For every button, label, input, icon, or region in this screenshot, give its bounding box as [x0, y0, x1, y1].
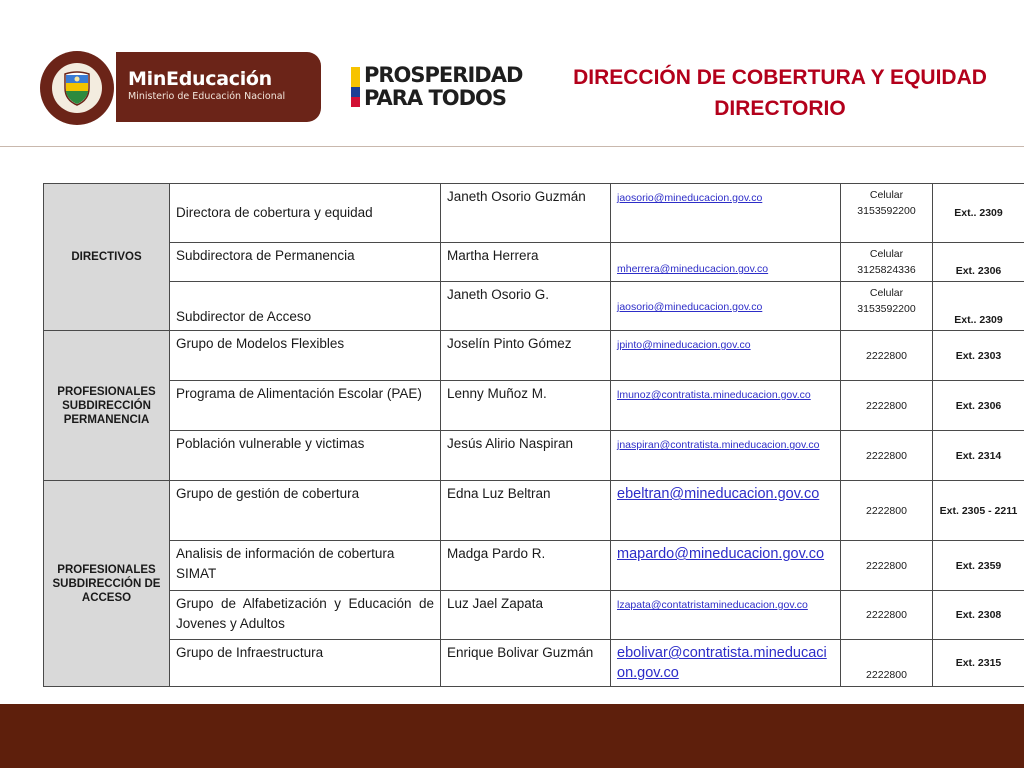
role-cell: Programa de Alimentación Escolar (PAE) [170, 381, 441, 431]
phone-number: 3153592200 [857, 303, 916, 315]
email-cell [611, 591, 841, 640]
table-row [44, 541, 1024, 591]
name-cell: Edna Luz Beltran [441, 481, 611, 541]
phone-number: 3125824336 [857, 264, 916, 276]
email-link[interactable]: mapardo@mineducacion.gov.co [617, 546, 825, 562]
table-row [44, 282, 1024, 331]
table-row [44, 431, 1024, 481]
title-line2: DIRECTORIO [714, 97, 846, 120]
ext-cell: Ext. 2303 [933, 331, 1024, 381]
role-cell: Subdirectora de Permanencia [170, 243, 441, 282]
ext-cell: Ext. 2359 [933, 541, 1024, 591]
table-row [44, 591, 1024, 640]
slide-header [0, 0, 1024, 147]
footer-bar [0, 704, 1024, 768]
email-link[interactable]: jpinto@mineducacion.gov.co [617, 339, 751, 351]
table-row [44, 640, 1024, 687]
ext-cell: Ext. 2315 [933, 640, 1024, 687]
name-cell: Janeth Osorio Guzmán [441, 184, 611, 243]
table-row [44, 243, 1024, 282]
directory-table [43, 183, 1024, 687]
phone-label: Celular [869, 287, 904, 299]
page-title [540, 62, 1020, 124]
email-cell [611, 431, 841, 481]
email-cell [611, 381, 841, 431]
name-cell: Madga Pardo R. [441, 541, 611, 591]
email-cell [611, 541, 841, 591]
phone-cell: 2222800 [841, 591, 933, 640]
name-cell: Lenny Muñoz M. [441, 381, 611, 431]
name-cell: Enrique Bolivar Guzmán [441, 640, 611, 687]
email-link[interactable]: jnaspiran@contratista.mineducacion.gov.co [617, 439, 820, 451]
phone-label: Celular [869, 189, 904, 201]
table-row [44, 381, 1024, 431]
name-cell: Martha Herrera [441, 243, 611, 282]
role-cell: Directora de cobertura y equidad [170, 184, 441, 243]
table-row [44, 331, 1024, 381]
phone-cell: 2222800 [841, 541, 933, 591]
phone-label: Celular [869, 248, 904, 260]
brand-subtitle: Ministerio de Educación Nacional [128, 91, 286, 102]
colombia-seal-logo [40, 51, 114, 125]
mineducacion-logo [116, 52, 321, 122]
email-link[interactable]: lzapata@contatristamineducacion.gov.co [617, 599, 808, 611]
phone-cell [841, 282, 933, 331]
brand-name: MinEducación [128, 68, 272, 90]
phone-cell [841, 184, 933, 243]
phone-cell: 2222800 [841, 431, 933, 481]
name-cell: Jesús Alirio Naspiran [441, 431, 611, 481]
email-cell [611, 481, 841, 541]
header-divider [0, 146, 1024, 147]
ext-cell: Ext.. 2309 [933, 282, 1024, 331]
ext-cell: Ext. 2314 [933, 431, 1024, 481]
ext-cell: Ext. 2308 [933, 591, 1024, 640]
role-cell: Grupo de Infraestructura [170, 640, 441, 687]
name-cell: Joselín Pinto Gómez [441, 331, 611, 381]
role-cell: Analisis de información de cobertura SIMAT [170, 541, 441, 591]
role-cell: Grupo de gestión de cobertura [170, 481, 441, 541]
group-directivos: DIRECTIVOS [44, 184, 170, 331]
email-cell [611, 640, 841, 687]
colombia-flag-icon [351, 67, 360, 107]
ext-cell: Ext. 2306 [933, 381, 1024, 431]
table-row [44, 184, 1024, 243]
phone-cell: 2222800 [841, 640, 933, 687]
phone-cell: 2222800 [841, 481, 933, 541]
phone-cell: 2222800 [841, 331, 933, 381]
prosperidad-line2: PARA TODOS [364, 86, 507, 110]
ext-cell: Ext. 2306 [933, 243, 1024, 282]
email-link[interactable]: ebolivar@contratista.mineducacion.gov.co [617, 645, 827, 681]
email-link[interactable]: jaosorio@mineducacion.gov.co [617, 301, 763, 313]
email-link[interactable]: jaosorio@mineducacion.gov.co [617, 192, 763, 204]
role-cell: Subdirector de Acceso [170, 282, 441, 331]
group-acceso: PROFESIONALES SUBDIRECCIÓN DE ACCESO [44, 481, 170, 687]
email-cell [611, 184, 841, 243]
ext-cell: Ext. 2305 - 2211 [933, 481, 1024, 541]
coat-of-arms-icon [57, 68, 97, 108]
group-permanencia: PROFESIONALES SUBDIRECCIÓN PERMANENCIA [44, 331, 170, 481]
prosperidad-line1: PROSPERIDAD [364, 63, 523, 87]
email-link[interactable]: mherrera@mineducacion.gov.co [617, 263, 769, 275]
role-cell: Grupo de Alfabetización y Educación de Jovenes y Adultos [170, 591, 441, 640]
name-cell: Luz Jael Zapata [441, 591, 611, 640]
name-cell: Janeth Osorio G. [441, 282, 611, 331]
email-cell [611, 243, 841, 282]
email-cell [611, 331, 841, 381]
table-row [44, 481, 1024, 541]
ext-cell: Ext.. 2309 [933, 184, 1024, 243]
phone-cell: 2222800 [841, 381, 933, 431]
phone-number: 3153592200 [857, 205, 916, 217]
phone-cell [841, 243, 933, 282]
email-link[interactable]: lmunoz@contratista.mineducacion.gov.co [617, 389, 811, 401]
title-line1: DIRECCIÓN DE COBERTURA Y EQUIDAD [573, 66, 987, 89]
email-cell [611, 282, 841, 331]
email-link[interactable]: ebeltran@mineducacion.gov.co [617, 486, 820, 502]
prosperidad-para-todos-logo [364, 64, 522, 110]
role-cell: Población vulnerable y victimas [170, 431, 441, 481]
role-cell: Grupo de Modelos Flexibles [170, 331, 441, 381]
